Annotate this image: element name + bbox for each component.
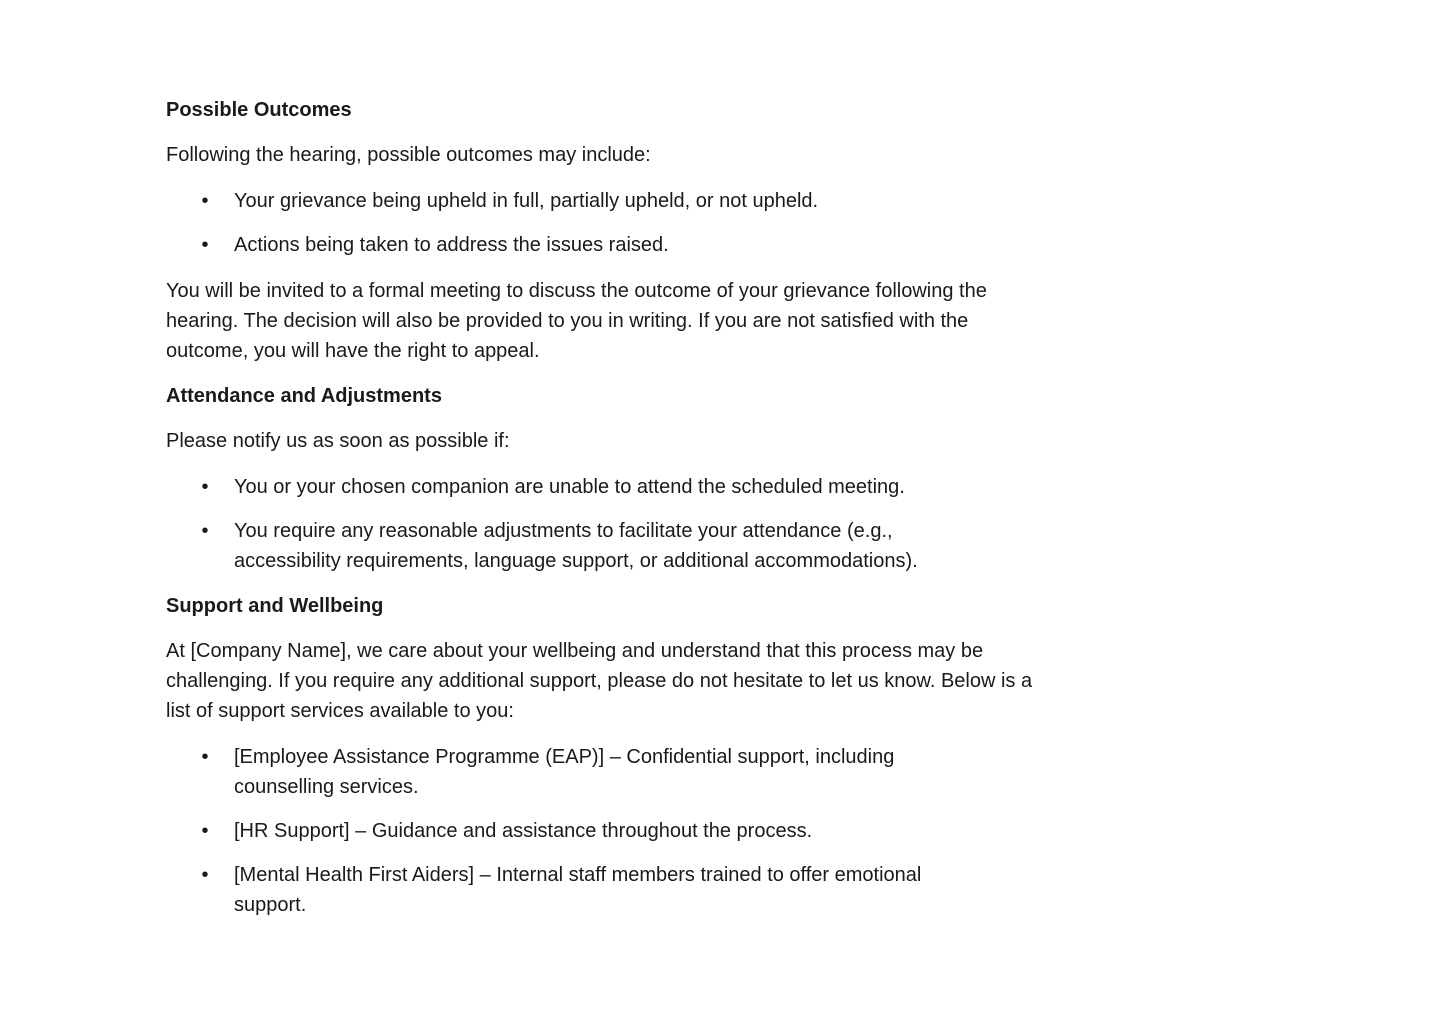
bullet-list [166, 186, 1046, 260]
bullet-list [166, 742, 1046, 920]
bullet-list [166, 472, 1046, 576]
section-intro: Following the hearing, possible outcomes may include: [166, 144, 651, 166]
list-item [166, 230, 1046, 260]
document-page [166, 96, 1046, 936]
section-heading-possible-outcomes: Possible Outcomes [166, 99, 352, 121]
list-item-text: Actions being taken to address the issues raised. [234, 234, 669, 256]
list-item [166, 860, 994, 920]
bullet-icon: • [201, 520, 209, 542]
bullet-icon: • [201, 234, 209, 256]
bullet-icon: • [201, 476, 209, 498]
section-paragraph: You will be invited to a formal meeting to discuss the outcome of your grievance following the hearing. The decision will also be provided to you in writing. If you are not satisfied with the outcome, you will have the right to appeal. [166, 280, 987, 362]
list-item [166, 472, 1046, 502]
list-item [166, 816, 1046, 846]
list-item [166, 516, 994, 576]
list-item-text: [HR Support] – Guidance and assistance throughout the process. [234, 820, 813, 842]
list-item [166, 742, 954, 802]
list-item [166, 186, 1046, 216]
section-intro: At [Company Name], we care about your wellbeing and understand that this process may be challenging. If you require any additional support, please do not hesitate to let us know. Below is a list of support services available to you: [166, 640, 1033, 722]
bullet-icon: • [201, 190, 209, 212]
bullet-icon: • [201, 820, 209, 842]
bullet-icon: • [201, 864, 209, 886]
bullet-icon: • [201, 746, 209, 768]
list-item-text: You require any reasonable adjustments to facilitate your attendance (e.g., accessibility requirements, language support, or additional accommodations). [234, 520, 918, 572]
section-intro: Please notify us as soon as possible if: [166, 430, 510, 452]
section-heading-support-wellbeing: Support and Wellbeing [166, 595, 384, 617]
list-item-text: You or your chosen companion are unable to attend the scheduled meeting. [234, 476, 905, 498]
section-heading-attendance-adjustments: Attendance and Adjustments [166, 385, 442, 407]
list-item-text: [Mental Health First Aiders] – Internal staff members trained to offer emotional support. [234, 864, 922, 916]
list-item-text: [Employee Assistance Programme (EAP)] – Confidential support, including counselling services. [234, 746, 895, 798]
list-item-text: Your grievance being upheld in full, partially upheld, or not upheld. [234, 190, 819, 212]
